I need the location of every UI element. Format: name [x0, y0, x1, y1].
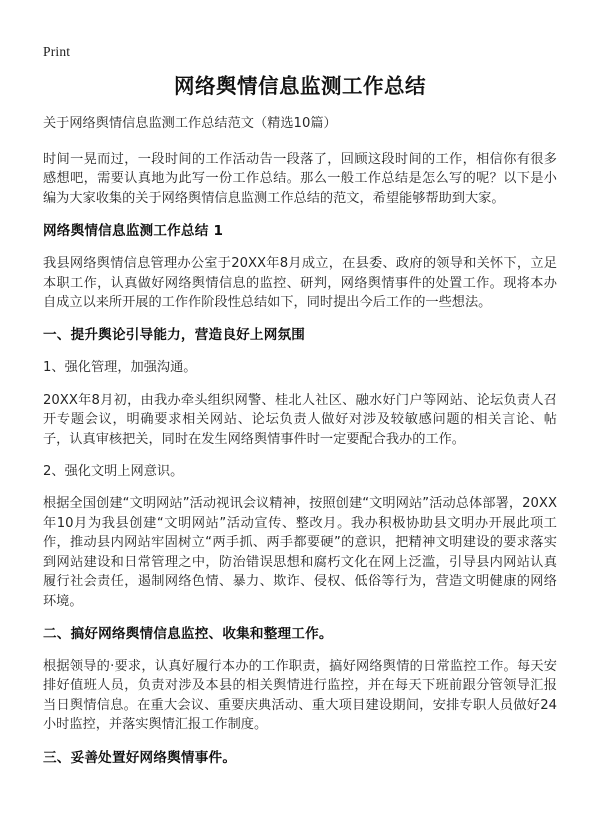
section-two-heading: 二、搞好网络舆情信息监控、收集和整理工作。	[43, 625, 333, 642]
document-body	[43, 72, 557, 781]
intro-paragraph: 时间一晃而过，一段时间的工作活动告一段落了，回顾这段时间的工作，相信你有很多感想吧，需要认真地为此写一份工作总结。那么一般工作总结是怎么写的呢？以下是小编为大家收集的关于网络舆情信息监测工作总结的范文，希望能够帮助到大家。	[43, 152, 557, 206]
item-one-body: 20XX年8月初，由我办牵头组织网警、桂北人社区、融水好门户等网站、论坛负责人召开专题会议，明确要求相关网站、论坛负责人做好对涉及较敏感问题的相关言论、帖子，认真审核把关，同时在发生网络舆情事件时一定要配合我办的工作。	[43, 392, 557, 447]
article-intro-paragraph: 我县网络舆情信息管理办公室于20XX年8月成立，在县委、政府的领导和关怀下，立足本职工作，认真做好网络舆情信息的监控、研判，网络舆情事件的处置工作。现将本办自成立以来所开展的工作作阶段性总结如下，同时提出今后工作的一些想法。	[43, 256, 557, 311]
section-three-heading: 三、妥善处置好网络舆情事件。	[43, 749, 237, 766]
item-two-body: 根据全国创建“文明网站”活动视讯会议精神，按照创建“文明网站”活动总体部署，20XX年10月为我县创建“文明网站”活动宣传、整改月。我办积极协助县文明办开展此项工作，推动县内网站牢固树立“两手抓、两手都要硬”的意识，把精神文明建设的要求落实到网站建设和日常管理之中，防治错误思想和腐朽文化在网上泛滥，引导县内网站认真履行社会责任，遏制网络色情、暴力、欺诈、侵权、低俗等行为，营造文明健康的网络环境。	[43, 496, 557, 609]
item-one-title: 1、强化管理，加强沟通。	[43, 360, 197, 376]
print-button[interactable]: Print	[43, 44, 71, 59]
item-two-title: 2、强化文明上网意识。	[43, 464, 184, 480]
page-title: 网络舆情信息监测工作总结	[174, 74, 426, 98]
document-subtitle: 关于网络舆情信息监测工作总结范文（精选10篇）	[43, 116, 337, 131]
article-heading: 网络舆情信息监测工作总结 1	[43, 223, 224, 240]
section-two-body: 根据领导的·要求，认真好履行本办的工作职责，搞好网络舆情的日常监控工作。每天安排好值班人员，负责对涉及本县的相关舆情进行监控，并在每天下班前跟分管领导汇报当日舆情信息。在重大会议、重要庆典活动、重大项目建设期间，安排专职人员做好24小时监控，并落实舆情汇报工作制度。	[43, 658, 557, 733]
section-one-heading: 一、提升舆论引导能力，营造良好上网氛围	[43, 327, 306, 344]
